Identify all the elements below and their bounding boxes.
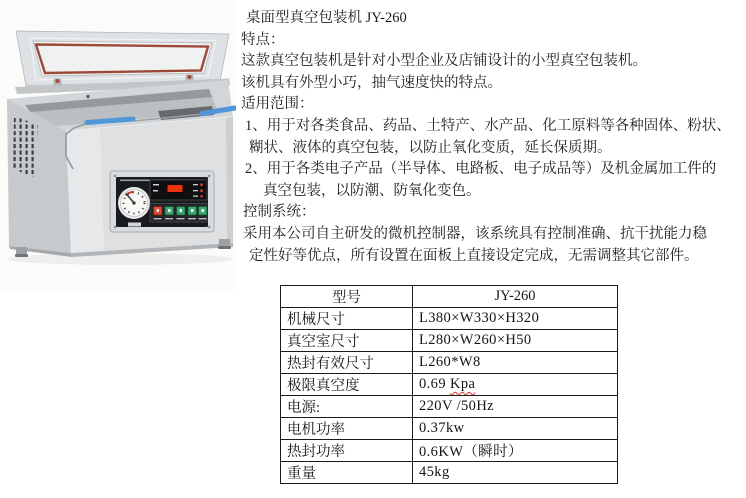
machine-shadow xyxy=(7,253,233,265)
front-face-highlight xyxy=(66,128,104,253)
led-digits xyxy=(168,185,183,192)
display-label xyxy=(153,190,158,192)
button-glyph xyxy=(191,209,194,212)
button-label xyxy=(188,218,196,219)
spec-value: 0.6KW（瞬时） xyxy=(413,440,618,462)
panel-button-row xyxy=(150,204,207,223)
scope-item-2-cont: 真空包装，以防潮、防氧化变色。 xyxy=(263,182,481,199)
table-row xyxy=(281,352,618,374)
indicator-label xyxy=(193,190,198,191)
features-heading: 特点： xyxy=(241,31,285,48)
screw-icon xyxy=(208,226,211,229)
scope-item-1: 1、用于对各类食品、药品、土特产、水产品、化工原料等各种固体、粉状、 xyxy=(245,117,731,134)
spellcheck-underlined-text: Kpa xyxy=(450,376,476,392)
blue-grip-left xyxy=(87,119,133,123)
display-label xyxy=(153,184,159,186)
indicator-led-icon xyxy=(200,189,203,192)
spec-label: 热封有效尺寸 xyxy=(281,352,413,374)
spec-header-model: 型号 xyxy=(281,286,413,308)
spec-label: 热封功率 xyxy=(281,440,413,462)
control-panel xyxy=(110,171,214,232)
table-row xyxy=(281,462,618,484)
table-header-row xyxy=(281,286,618,308)
spec-label: 电源: xyxy=(281,396,413,418)
screw-icon xyxy=(114,226,117,229)
scope-heading: 适用范围： xyxy=(241,96,314,113)
table-row xyxy=(281,308,618,330)
product-title: 桌面型真空包装机 JY-260 xyxy=(246,10,407,26)
spec-value xyxy=(413,374,618,396)
spec-label: 电机功率 xyxy=(281,418,413,440)
led-display-block xyxy=(150,180,207,200)
product-photo xyxy=(0,0,236,290)
gauge-label-plate xyxy=(128,223,141,227)
button-glyph xyxy=(157,209,160,212)
spec-label: 真空室尺寸 xyxy=(281,330,413,352)
table-row xyxy=(281,330,618,352)
features-line-2: 该机具有外型小巧，抽气速度快的特点。 xyxy=(241,74,502,91)
scope-item-2: 2、用于各类电子产品（半导体、电路板、电子成品等）及机金属加工件的 xyxy=(245,161,717,178)
foot-left-base xyxy=(15,254,28,257)
table-row xyxy=(281,374,618,396)
spec-label: 极限真空度 xyxy=(281,374,413,396)
button-label xyxy=(154,218,162,219)
button-label xyxy=(165,218,173,219)
spec-value: 45kg xyxy=(413,462,618,484)
table-row xyxy=(281,418,618,440)
button-glyph xyxy=(168,209,171,212)
spec-table xyxy=(280,285,618,484)
indicator-label xyxy=(193,184,198,185)
deck-port-hole xyxy=(86,95,89,98)
spec-value: 0.37kw xyxy=(413,418,618,440)
screw-icon xyxy=(114,175,117,178)
scope-item-1-cont: 糊状、液体的真空包装，以防止氧化变质，延长保质期。 xyxy=(249,139,612,156)
right-edge-shade xyxy=(226,117,233,244)
foot-left xyxy=(16,247,27,255)
control-line-2: 定性好等优点，所有设置在面板上直接设定完成，无需调整其它部件。 xyxy=(249,247,699,264)
hinge-pivot-right xyxy=(188,75,192,79)
foot-right xyxy=(219,239,230,247)
button-label xyxy=(177,218,185,219)
screw-icon xyxy=(208,175,211,178)
control-line-1: 采用本公司自主研发的微机控制器，该系统具有控制准确、抗干扰能力稳 xyxy=(243,225,707,242)
table-row xyxy=(281,440,618,462)
spec-header-value: JY-260 xyxy=(413,286,618,308)
indicator-label xyxy=(193,196,198,197)
gauge-hub xyxy=(132,201,135,204)
spec-label: 重量 xyxy=(281,462,413,484)
spec-value: 220V /50Hz xyxy=(413,396,618,418)
button-label xyxy=(199,218,207,219)
spec-value: L260*W8 xyxy=(413,352,618,374)
indicator-led-icon xyxy=(200,183,203,186)
spec-value: L380×W330×H320 xyxy=(413,308,618,330)
hinge-pivot-left xyxy=(56,79,60,83)
foot-right-base xyxy=(218,246,231,249)
button-glyph xyxy=(202,209,205,212)
spec-value-number: 0.69 xyxy=(419,376,450,392)
control-heading: 控制系统： xyxy=(243,204,316,221)
table-row xyxy=(281,396,618,418)
spec-label: 机械尺寸 xyxy=(281,308,413,330)
vent-grille xyxy=(13,116,38,178)
button-glyph xyxy=(180,209,183,212)
spec-value: L280×W260×H50 xyxy=(413,330,618,352)
indicator-led-icon xyxy=(200,195,203,198)
features-line-1: 这款真空包装机是针对小型企业及店铺设计的小型真空包装机。 xyxy=(241,53,647,70)
vacuum-packing-machine-illustration xyxy=(0,0,236,290)
product-description xyxy=(241,8,743,267)
